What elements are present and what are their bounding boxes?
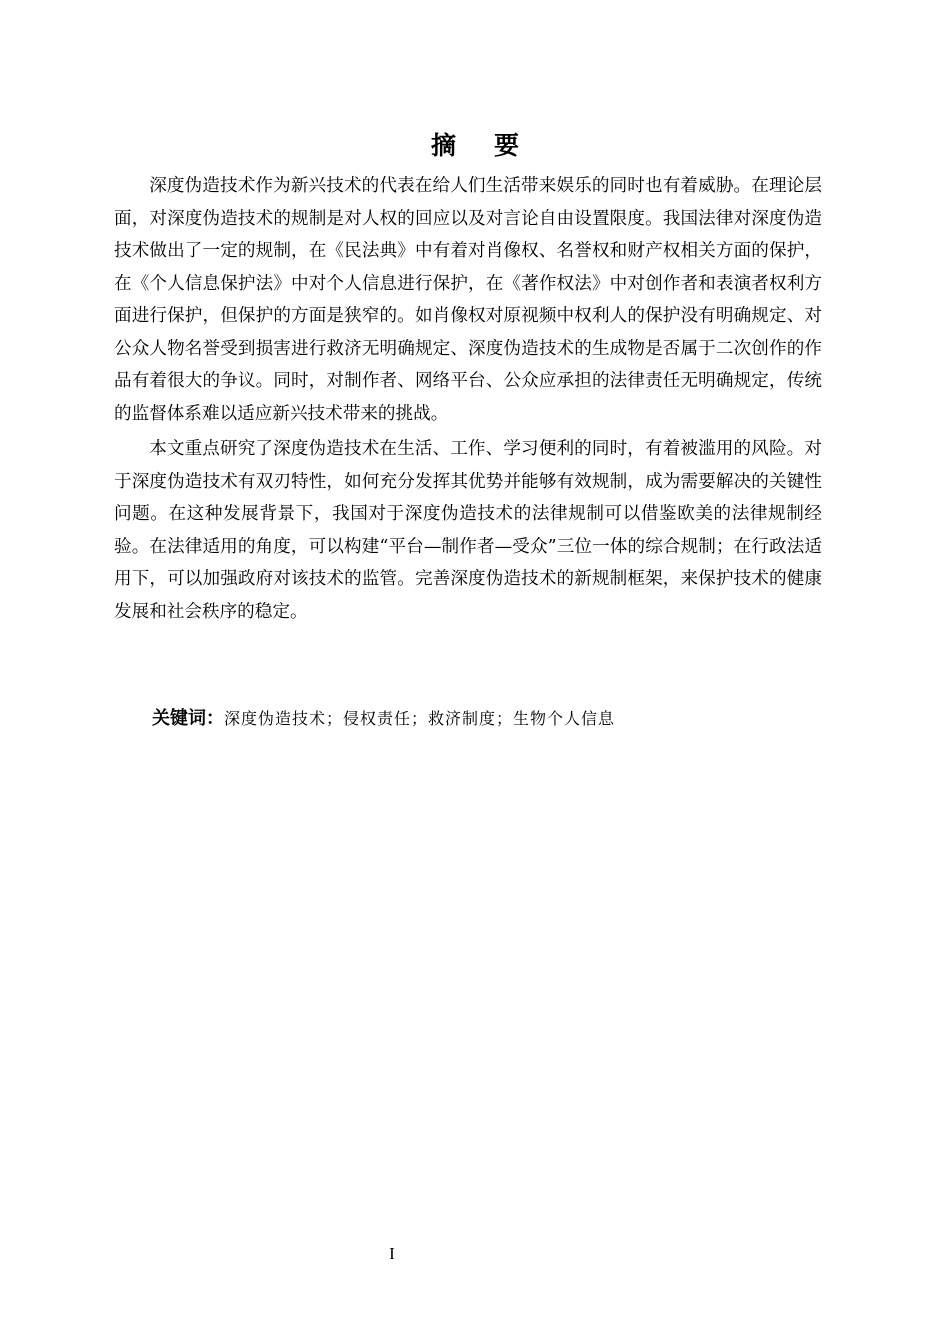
abstract-paragraph-1: 深度伪造技术作为新兴技术的代表在给人们生活带来娱乐的同时也有着威胁。在理论层面，对深度伪造技术的规制是对人权的回应以及对言论自由设置限度。我国法律对深度伪造技术做出了一定的规制，在《民法典》中有着对肖像权、名誉权和财产权相关方面的保护，在《个人信息保护法》中对个人信息进行保护，在《著作权法》中对创作者和表演者权利方面进行保护，但保护的方面是狭窄的。如肖像权对原视频中权利人的保护没有明确规定、对公众人物名誉受到损害进行救济无明确规定、深度伪造技术的生成物是否属于二次创作的作品有着很大的争议。同时，对制作者、网络平台、公众应承担的法律责任无明确规定，传统的监督体系难以适应新兴技术带来的挑战。 — [114, 176, 822, 424]
abstract-body — [114, 170, 822, 631]
page-number: I — [389, 1244, 395, 1263]
keywords-line — [152, 702, 832, 736]
abstract-title — [0, 128, 950, 164]
abstract-title-char-2: 要 — [494, 131, 520, 160]
abstract-paragraph-2: 本文重点研究了深度伪造技术在生活、工作、学习便利的同时，有着被滥用的风险。对于深度伪造技术有双刃特性，如何充分发挥其优势并能够有效规制，成为需要解决的关键性问题。在这种发展背景下，我国对于深度伪造技术的法律规制可以借鉴欧美的法律规制经验。在法律适用的角度，可以构建“平台—制作者—受众”三位一体的综合规制；在行政法适用下，可以加强政府对该技术的监管。完善深度伪造技术的新规制框架，来保护技术的健康发展和社会秩序的稳定。 — [114, 439, 822, 622]
keywords-values: 深度伪造技术；侵权责任；救济制度；生物个人信息 — [224, 709, 616, 728]
keywords-label: 关键词： — [152, 708, 224, 729]
abstract-title-char-1: 摘 — [430, 131, 456, 160]
